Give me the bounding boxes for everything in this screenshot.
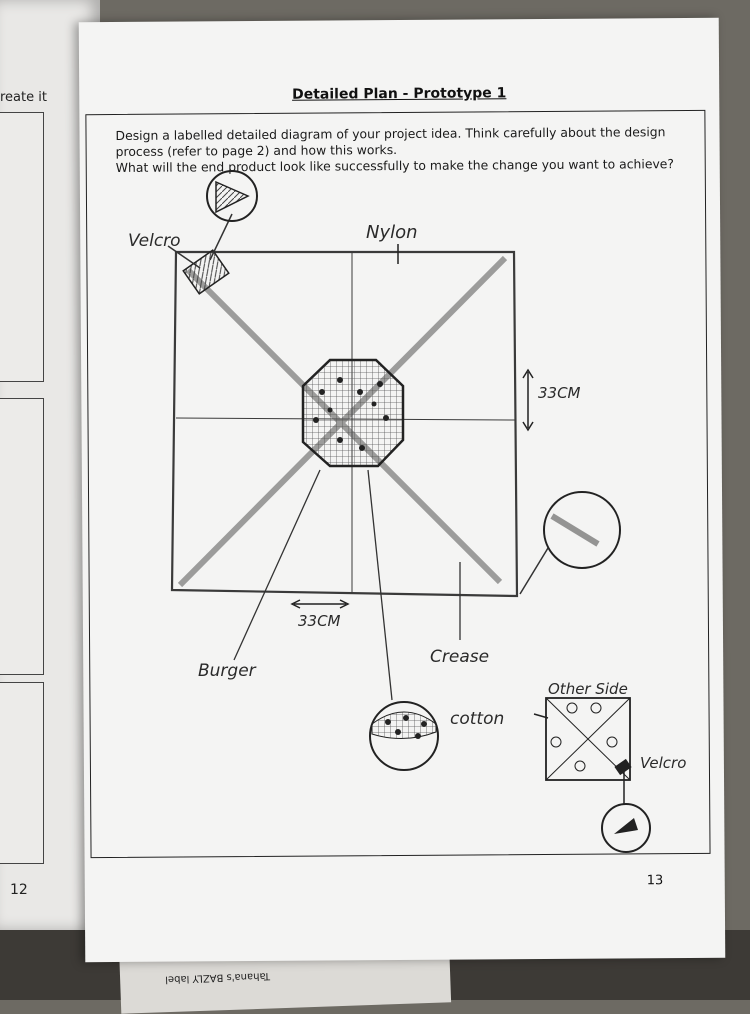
label-velcro-top: Velcro bbox=[128, 231, 181, 251]
label-nylon: Nylon bbox=[366, 222, 418, 243]
label-crease: Crease bbox=[430, 647, 490, 667]
bottom-card-text: Tahana's BAZLY label bbox=[164, 970, 271, 985]
instruction-line: What will the end product look like successfully to make the change you want to achieve? bbox=[115, 156, 675, 175]
page-number: 13 bbox=[646, 873, 664, 889]
label-width-dim: 33CM bbox=[298, 612, 341, 630]
left-page-fragment: reate it bbox=[0, 90, 47, 105]
burger-leader bbox=[234, 470, 320, 660]
height-dimension bbox=[523, 370, 533, 430]
width-dimension bbox=[292, 600, 348, 608]
left-page-number: 12 bbox=[10, 882, 28, 898]
corner-detail-circle bbox=[544, 492, 620, 568]
page-title: Detailed Plan - Prototype 1 bbox=[292, 85, 507, 103]
label-cotton: cotton bbox=[450, 709, 505, 729]
label-other-side: Other Side bbox=[548, 680, 628, 698]
label-velcro-bottom: Velcro bbox=[640, 754, 687, 772]
cotton-leader bbox=[368, 470, 392, 700]
label-height-dim: 33CM bbox=[538, 384, 581, 402]
label-burger: Burger bbox=[198, 661, 256, 681]
instruction-line: Design a labelled detailed diagram of your project idea. Think carefully about the design process (refer to page 2) and how this works. bbox=[115, 124, 666, 159]
velcro-patch bbox=[183, 250, 229, 294]
burger-shape bbox=[303, 360, 403, 466]
